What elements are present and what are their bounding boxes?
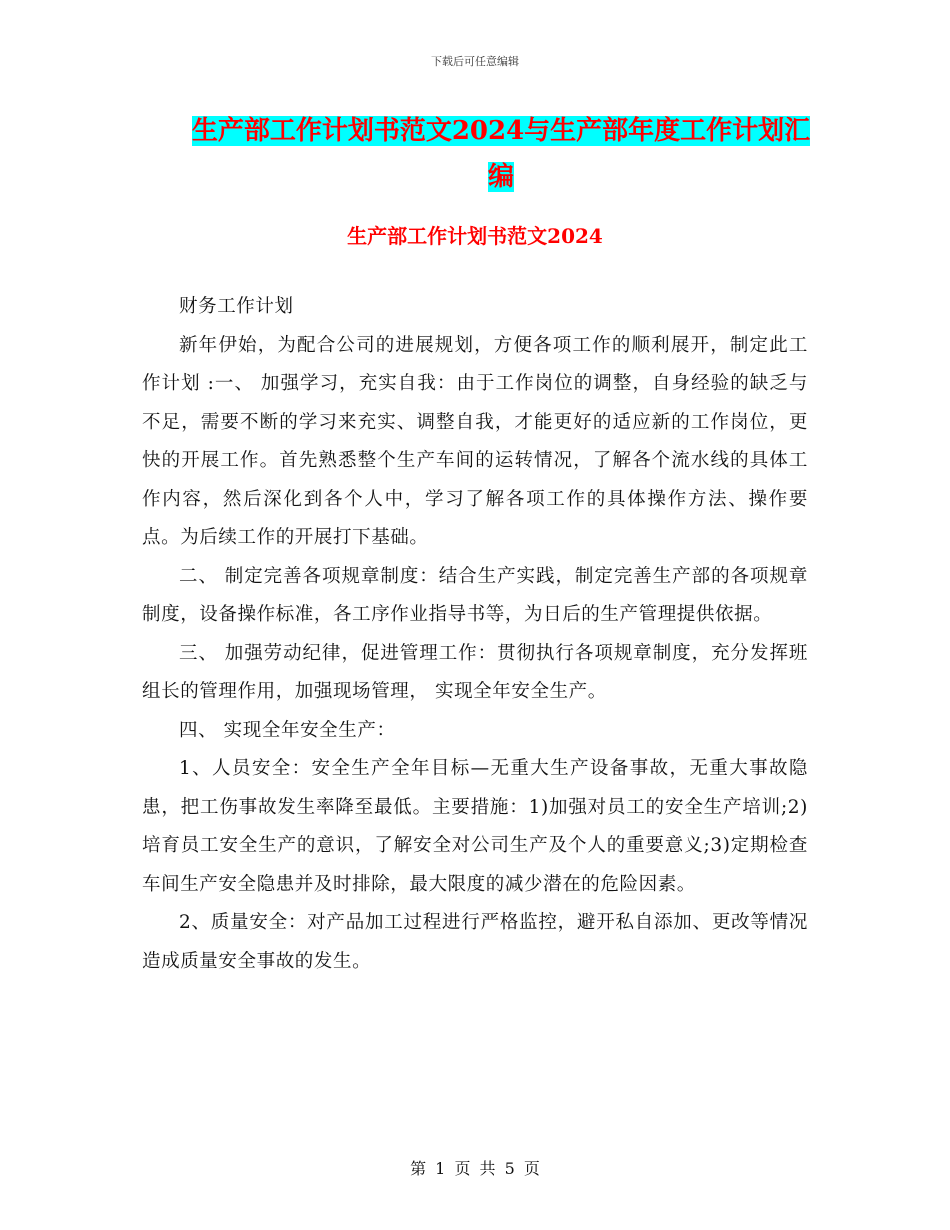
paragraph-intro-study: 新年伊始，为配合公司的进展规划，方便各项工作的顺利展开，制定此工作计划 :一、 加强学习，充实自我：由于工作岗位的调整，自身经验的缺乏与不足，需要不断的学习来充实、调整自我，才能更好的适应新的工作岗位，更快的开展工作。首先熟悉整个生产车间的运转情况，了解各个流水线的具体工作内容，然后深化到各个人中，学习了解各项工作的具体操作方法、操作要点。为后续工作的开展打下基础。 <box>142 334 808 548</box>
document-title-line-1: 生产部工作计划书范文2024与生产部年度工作计划汇 <box>191 116 811 146</box>
document-body <box>142 288 808 981</box>
paragraph-discipline: 三、 加强劳动纪律，促进管理工作：贯彻执行各项规章制度，充分发挥班组长的管理作用，加强现场管理， 实现全年安全生产。 <box>142 642 808 702</box>
paragraph-finance-plan: 财务工作计划 <box>179 296 294 317</box>
page-footer: 第 1 页 共 5 页 <box>410 1159 540 1178</box>
header-note: 下载后可任意编辑 <box>431 55 519 68</box>
document-title <box>186 108 816 200</box>
paragraph-rules: 二、 制定完善各项规章制度：结合生产实践，制定完善生产部的各项规章制度，设备操作标准，各工序作业指导书等，为日后的生产管理提供依据。 <box>142 565 808 625</box>
section-title: 生产部工作计划书范文2024 <box>347 224 603 248</box>
paragraph-personnel-safety: 1、人员安全：安全生产全年目标—无重大生产设备事故，无重大事故隐患，把工伤事故发生率降至最低。主要措施：1)加强对员工的安全生产培训;2)培育员工安全生产的意识，了解安全对公司生产及个人的重要意义;3)定期检查车间生产安全隐患并及时排除，最大限度的减少潜在的危险因素。 <box>142 758 808 895</box>
paragraph-quality-safety: 2、质量安全：对产品加工过程进行严格监控，避开私自添加、更改等情况造成质量安全事故的发生。 <box>142 912 808 972</box>
paragraph-safety-heading: 四、 实现全年安全生产： <box>179 719 396 741</box>
document-title-line-2: 编 <box>487 162 514 192</box>
